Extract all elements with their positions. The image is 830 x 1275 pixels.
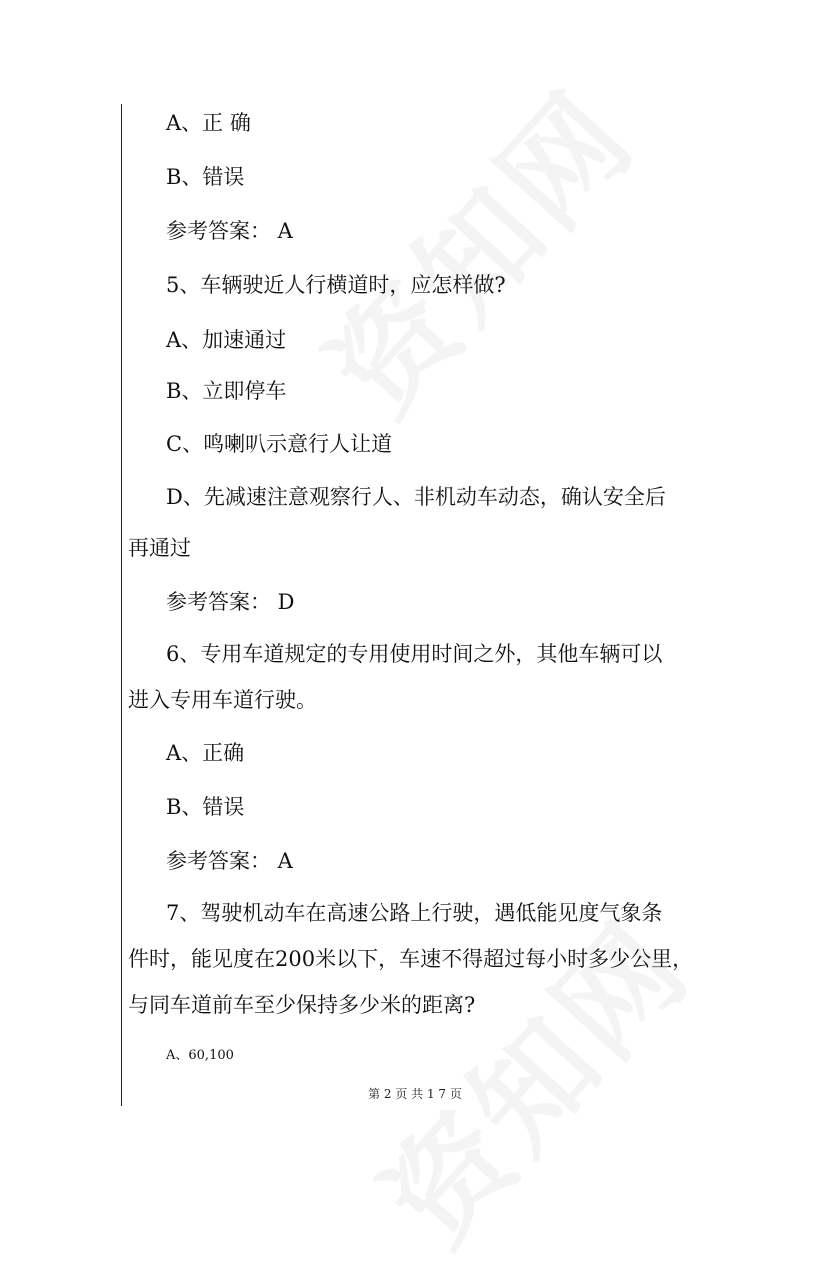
- answer-q6: 参考答案： A: [166, 849, 293, 873]
- q6-option-a: A、正确: [166, 741, 245, 765]
- question-6: 6、专用车道规定的专用使用时间之外，其他车辆可以: [166, 642, 663, 666]
- question-7-cont-1: 件时，能见度在200米以下，车速不得超过每小时多少公里，: [128, 947, 694, 971]
- question-6-cont: 进入专用车道行驶。: [128, 688, 317, 712]
- answer-q4: 参考答案： A: [166, 219, 293, 243]
- option-b-wrong: B、错误: [166, 165, 245, 189]
- option-a-correct: A、正 确: [166, 111, 251, 135]
- q7-option-a: A、60,100: [166, 1048, 234, 1063]
- q5-option-b: B、立即停车: [166, 379, 287, 403]
- q5-option-c: C、鸣喇叭示意行人让道: [166, 432, 393, 456]
- q6-option-b: B、错误: [166, 795, 245, 819]
- answer-q5: 参考答案： D: [166, 590, 295, 614]
- q5-option-d: D、先减速注意观察行人、非机动车动态，确认安全后: [166, 485, 666, 509]
- q5-option-a: A、加速通过: [166, 328, 287, 352]
- question-7-cont-2: 与同车道前车至少保持多少米的距离?: [128, 993, 476, 1017]
- watermark-repeat: [340, 879, 721, 1275]
- question-5: 5、车辆驶近人行横道时，应怎样做?: [166, 273, 506, 297]
- question-7: 7、驾驶机动车在高速公路上行驶，遇低能见度气象条: [166, 901, 663, 925]
- q5-option-d-cont: 再通过: [128, 536, 191, 560]
- watermark: [285, 49, 666, 445]
- page-footer: 第 2 页 共 1 7 页: [368, 1087, 462, 1101]
- margin-rule: [121, 104, 122, 1106]
